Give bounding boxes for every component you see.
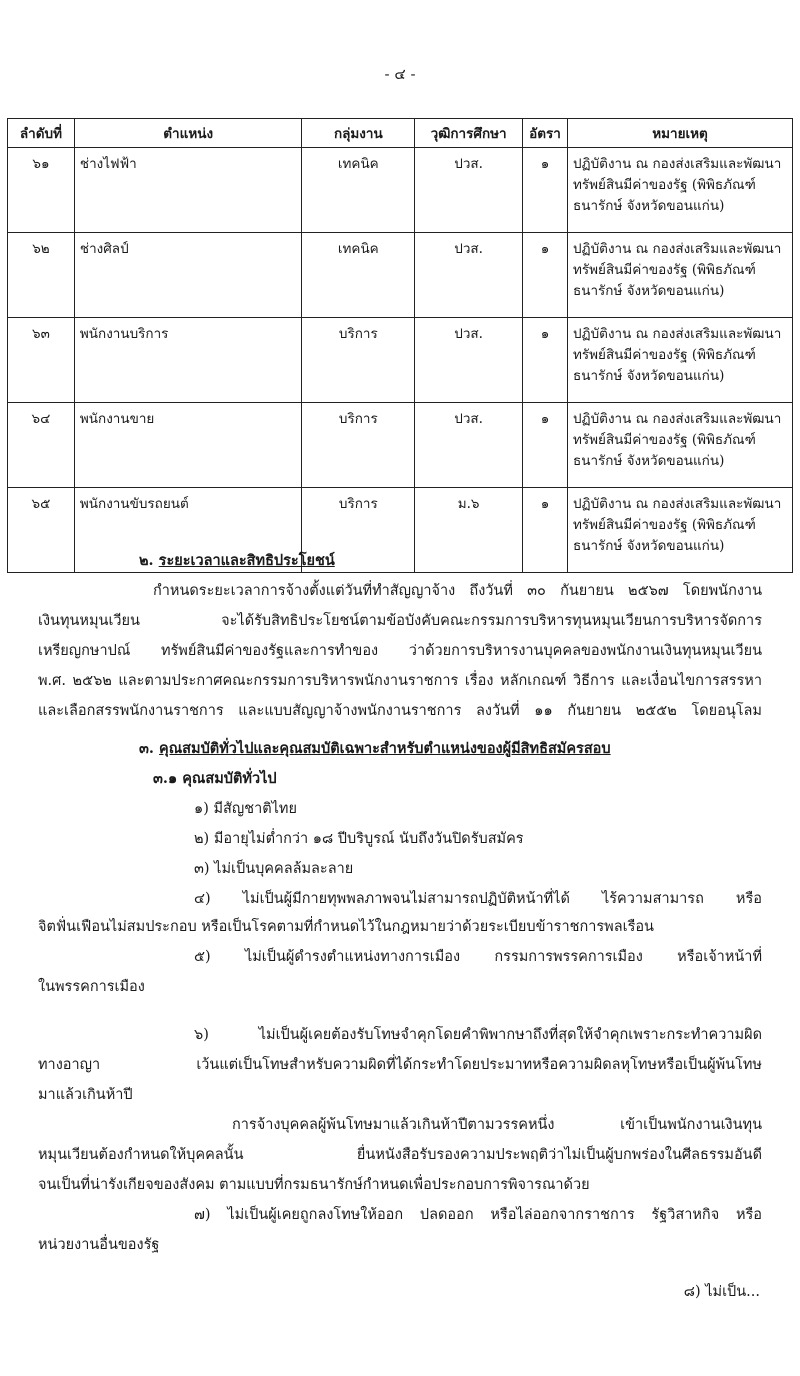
cell-position: ช่างศิลป์ <box>74 233 302 318</box>
cell-group: เทคนิค <box>302 233 415 318</box>
header-position: ตำแหน่ง <box>74 119 302 148</box>
section-2-title: ระยะเวลาและสิทธิประโยชน์ <box>158 552 335 569</box>
section-3-title: คุณสมบัติทั่วไปและคุณสมบัติเฉพาะสำหรับตำแหน่งของผู้มีสิทธิสมัครสอบ <box>159 740 611 757</box>
list-item: ๖) ไม่เป็นผู้เคยต้องรับโทษจำคุกโดยคำพิพากษาถึงที่สุดให้จำคุกเพราะกระทำความผิด <box>194 1027 762 1043</box>
note-line: ทรัพย์สินมีค่าของรัฐ (พิพิธภัณฑ์ <box>572 347 756 363</box>
list-item-continued: มาแล้วเกินห้าปี <box>38 1087 133 1103</box>
cell-group: เทคนิค <box>302 148 415 233</box>
note-line: ธนารักษ์ จังหวัดขอนแก่น) <box>572 538 725 554</box>
header-education: วุฒิการศึกษา <box>415 119 523 148</box>
note-line: ปฏิบัติงาน ณ กองส่งเสริมและพัฒนา <box>572 496 782 512</box>
cell-no: ๖๕ <box>8 488 75 573</box>
sub-heading-3-1: ๓.๑ คุณสมบัติทั่วไป <box>153 770 277 787</box>
cell-position: พนักงานบริการ <box>74 318 302 403</box>
list-item-continued: ทางอาญา เว้นแต่เป็นโทษสำหรับความผิดที่ได้กระทำโดยประมาทหรือความผิดลหุโทษหรือเป็นผู้พ้นโทษ <box>38 1057 762 1073</box>
list-item: ๓) ไม่เป็นบุคคลล้มละลาย <box>194 861 354 877</box>
list-item-continued: จิตฟั่นเฟือนไม่สมประกอบ หรือเป็นโรคตามที่กำหนดไว้ในกฎหมายว่าด้วยระเบียบข้าราชการพลเรือน <box>38 919 654 935</box>
section-3-heading <box>139 737 611 760</box>
list-item-continued: หน่วยงานอื่นของรัฐ <box>38 1237 160 1253</box>
cell-education: ปวส. <box>415 318 523 403</box>
paragraph-line: เหรียญกษาปณ์ ทรัพย์สินมีค่าของรัฐและการทำของ ว่าด้วยการบริหารงานบุคคลของพนักงานเงินทุนหมุนเวียน <box>38 643 762 659</box>
note-line: ธนารักษ์ จังหวัดขอนแก่น) <box>572 453 725 469</box>
list-item: ๑) มีสัญชาติไทย <box>194 801 297 817</box>
note-line: ทรัพย์สินมีค่าของรัฐ (พิพิธภัณฑ์ <box>572 432 756 448</box>
list-item: ๒) มีอายุไม่ต่ำกว่า ๑๘ ปีบริบูรณ์ นับถึงวันปิดรับสมัคร <box>194 831 524 847</box>
cell-no: ๖๑ <box>8 148 75 233</box>
cell-rate: ๑ <box>523 148 568 233</box>
cell-rate: ๑ <box>523 318 568 403</box>
note-line: ธนารักษ์ จังหวัดขอนแก่น) <box>572 283 725 299</box>
cell-no: ๖๓ <box>8 318 75 403</box>
paragraph-line: พ.ศ. ๒๕๖๒ และตามประกาศคณะกรรมการบริหารพนักงานราชการ เรื่อง หลักเกณฑ์ วิธีการ และเงื่อนไขการสรรหา <box>38 673 762 689</box>
cell-education: ปวส. <box>415 148 523 233</box>
cell-group: บริการ <box>302 488 415 573</box>
paragraph-line: และเลือกสรรพนักงานราชการ และแบบสัญญาจ้างพนักงานราชการ ลงวันที่ ๑๑ กันยายน ๒๕๕๒ โดยอนุโลม <box>38 703 762 719</box>
cell-no: ๖๔ <box>8 403 75 488</box>
section-3-number: ๓. <box>139 740 154 757</box>
section-2-heading <box>139 549 335 572</box>
note-line: ปฏิบัติงาน ณ กองส่งเสริมและพัฒนา <box>572 411 782 427</box>
continuation-marker: ๘) ไม่เป็น... <box>683 1284 760 1300</box>
list-item: ๔) ไม่เป็นผู้มีกายทุพพลภาพจนไม่สามารถปฏิบัติหน้าที่ได้ ไร้ความสามารถ หรือ <box>194 891 762 907</box>
cell-education: ปวส. <box>415 403 523 488</box>
cell-rate: ๑ <box>523 488 568 573</box>
header-rate: อัตรา <box>523 119 568 148</box>
note-line: ปฏิบัติงาน ณ กองส่งเสริมและพัฒนา <box>572 241 782 257</box>
note-line: ทรัพย์สินมีค่าของรัฐ (พิพิธภัณฑ์ <box>572 517 756 533</box>
note-line: ธนารักษ์ จังหวัดขอนแก่น) <box>572 368 725 384</box>
cell-group: บริการ <box>302 403 415 488</box>
paragraph-line: หมุนเวียนต้องกำหนดให้บุคคลนั้น ยื่นหนังสือรับรองความประพฤติว่าไม่เป็นผู้บกพร่องในศีลธรรมอันดี <box>38 1147 762 1163</box>
note-line: ทรัพย์สินมีค่าของรัฐ (พิพิธภัณฑ์ <box>572 177 756 193</box>
note-line: ทรัพย์สินมีค่าของรัฐ (พิพิธภัณฑ์ <box>572 262 756 278</box>
paragraph-line: จนเป็นที่น่ารังเกียจของสังคม ตามแบบที่กรมธนารักษ์กำหนดเพื่อประกอบการพิจารณาด้วย <box>38 1177 590 1193</box>
header-note: หมายเหตุ <box>567 119 792 148</box>
cell-education: ปวส. <box>415 233 523 318</box>
cell-position: พนักงานขับรถยนต์ <box>74 488 302 573</box>
cell-no: ๖๒ <box>8 233 75 318</box>
paragraph-line: เงินทุนหมุนเวียน จะได้รับสิทธิประโยชน์ตามข้อบังคับคณะกรรมการบริหารทุนหมุนเวียนการบริหารจัดการ <box>38 613 762 629</box>
page-number: - ๔ - <box>384 65 416 83</box>
cell-position: พนักงานขาย <box>74 403 302 488</box>
section-2-number: ๒. <box>139 552 154 569</box>
cell-rate: ๑ <box>523 233 568 318</box>
list-item: ๕) ไม่เป็นผู้ดำรงตำแหน่งทางการเมือง กรรมการพรรคการเมือง หรือเจ้าหน้าที่ <box>194 949 762 965</box>
note-line: ปฏิบัติงาน ณ กองส่งเสริมและพัฒนา <box>572 326 782 342</box>
list-item: ๗) ไม่เป็นผู้เคยถูกลงโทษให้ออก ปลดออก หรือไล่ออกจากราชการ รัฐวิสาหกิจ หรือ <box>194 1207 762 1223</box>
cell-education: ม.๖ <box>415 488 523 573</box>
note-line: ธนารักษ์ จังหวัดขอนแก่น) <box>572 198 725 214</box>
list-item-continued: ในพรรคการเมือง <box>38 979 145 995</box>
paragraph-line: กำหนดระยะเวลาการจ้างตั้งแต่วันที่ทำสัญญาจ้าง ถึงวันที่ ๓๐ กันยายน ๒๕๖๗ โดยพนักงาน <box>153 583 762 599</box>
cell-rate: ๑ <box>523 403 568 488</box>
cell-position: ช่างไฟฟ้า <box>74 148 302 233</box>
header-group: กลุ่มงาน <box>302 119 415 148</box>
paragraph-line: การจ้างบุคคลผู้พ้นโทษมาแล้วเกินห้าปีตามวรรคหนึ่ง เข้าเป็นพนักงานเงินทุน <box>232 1117 762 1133</box>
header-no: ลำดับที่ <box>8 119 75 148</box>
cell-group: บริการ <box>302 318 415 403</box>
note-line: ปฏิบัติงาน ณ กองส่งเสริมและพัฒนา <box>572 156 782 172</box>
